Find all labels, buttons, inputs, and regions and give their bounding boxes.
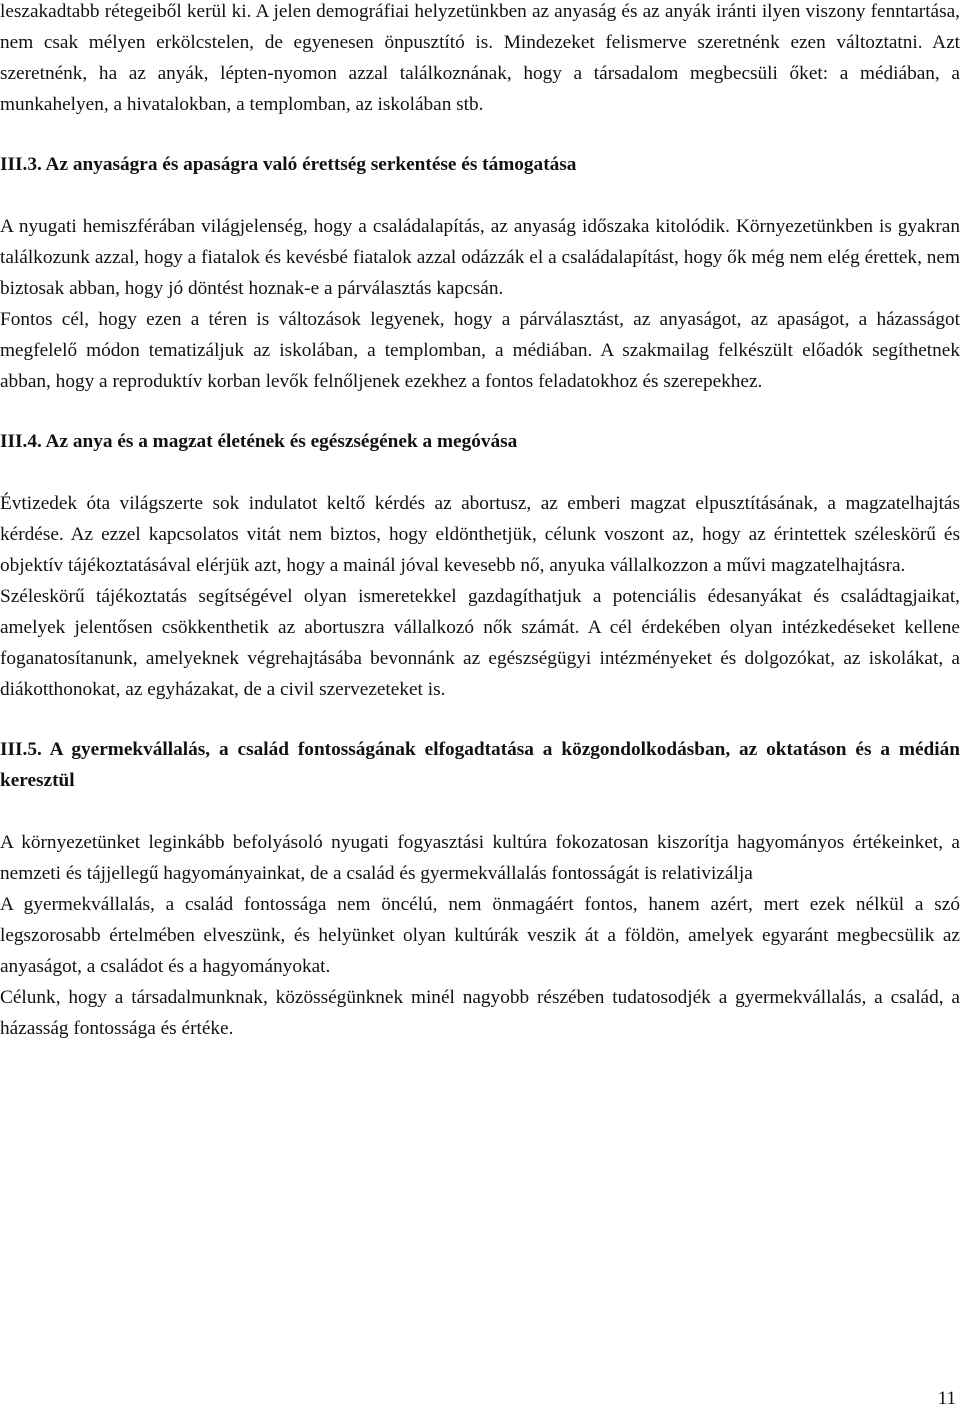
page-number: 11 xyxy=(937,1388,956,1409)
intro-paragraph: leszakadtabb rétegeiből kerül ki. A jelen demográfiai helyzetünkben az anyaság és az anyák iránti ilyen viszony fenntartása, nem csak mélyen erkölcstelen, de egyenesen önpusztító is. Mindezeket felismerve szeretnénk ezen változtatni. Azt szeretnénk, ha az anyák, lépten-nyomon azzal találkoznának, hogy a társadalom megbecsüli őket: a médiában, a munkahelyen, a hivatalokban, a templomban, az iskolában stb. xyxy=(0,1,960,115)
section-heading-iii-5: III.5. A gyermekvállalás, a család fontosságának elfogadtatása a közgondolkodásban, az oktatáson és a médián keresztül xyxy=(0,739,960,791)
paragraph-iii-4-b: Széleskörű tájékoztatás segítségével olyan ismeretekkel gazdagíthatjuk a potenciális édesanyákat és családtagjaikat, amelyek jelentősen csökkenthetik az abortuszra vállalkozó nők számát. A cél érdekében olyan intézkedéseket kellene foganatosítanunk, amelyeknek végrehajtásába bevonnánk az egészségügyi intézményeket és dolgozókat, az iskolákat, a diákotthonokat, az egyházakat, de a civil szervezeteket is. xyxy=(0,586,960,700)
spacer xyxy=(0,397,960,426)
paragraph-iii-4-a: Évtizedek óta világszerte sok indulatot keltő kérdés az abortusz, az emberi magzat elpusztításának, a magzatelhajtás kérdése. Az ezzel kapcsolatos vitát nem biztos, hogy eldönthetjük, célunk voszont az, hogy az érintettek széleskörű és objektív tájékoztatásával elérjük azt, hogy a mainál jóval kevesebb nő, anyuka vállalkozzon a művi magzatelhajtásra. xyxy=(0,493,960,576)
paragraph-iii-5-c: Célunk, hogy a társadalmunknak, közösségünknek minél nagyobb részében tudatosodjék a gyermekvállalás, a család, a házasság fontossága és értéke. xyxy=(0,987,960,1039)
spacer xyxy=(0,180,960,211)
paragraph-iii-3-a: A nyugati hemiszférában világjelenség, hogy a családalapítás, az anyaság időszaka kitolódik. Környezetünkben is gyakran találkozunk azzal, hogy a fiatalok és kevésbé fiatalok azzal odázzák el a családalapítást, hogy ők még nem elég érettek, nem biztosak abban, hogy jó döntést hoznak-e a párválasztás kapcsán. xyxy=(0,216,960,299)
spacer xyxy=(0,120,960,149)
spacer xyxy=(0,705,960,734)
spacer xyxy=(0,457,960,488)
paragraph-iii-5-a: A környezetünket leginkább befolyásoló nyugati fogyasztási kultúra fokozatosan kiszorítja hagyományos értékeinket, a nemzeti és tájjellegű hagyományainkat, de a család és gyermekvállalás fontosságát is relativizálja xyxy=(0,832,960,884)
section-heading-iii-3: III.3. Az anyaságra és apaságra való érettség serkentése és támogatása xyxy=(0,154,577,175)
section-heading-iii-4: III.4. Az anya és a magzat életének és egészségének a megóvása xyxy=(0,431,518,452)
paragraph-iii-5-b: A gyermekvállalás, a család fontossága nem öncélú, nem önmagáért fontos, hanem azért, mert ezek nélkül a szó legszorosabb értelmében elveszünk, és helyünket olyan kultúrák veszik át a földön, amelyek egyaránt megbecsülik az anyaságot, a családot és a hagyományokat. xyxy=(0,894,960,977)
spacer xyxy=(0,796,960,827)
paragraph-iii-3-b: Fontos cél, hogy ezen a téren is változások legyenek, hogy a párválasztást, az anyaságot, az apaságot, a házasságot megfelelő módon tematizáljuk az iskolában, a templomban, a médiában. A szakmailag felkészült előadók segíthetnek abban, hogy a reproduktív korban levők felnőljenek ezekhez a fontos feladatokhoz és szerepekhez. xyxy=(0,309,960,392)
